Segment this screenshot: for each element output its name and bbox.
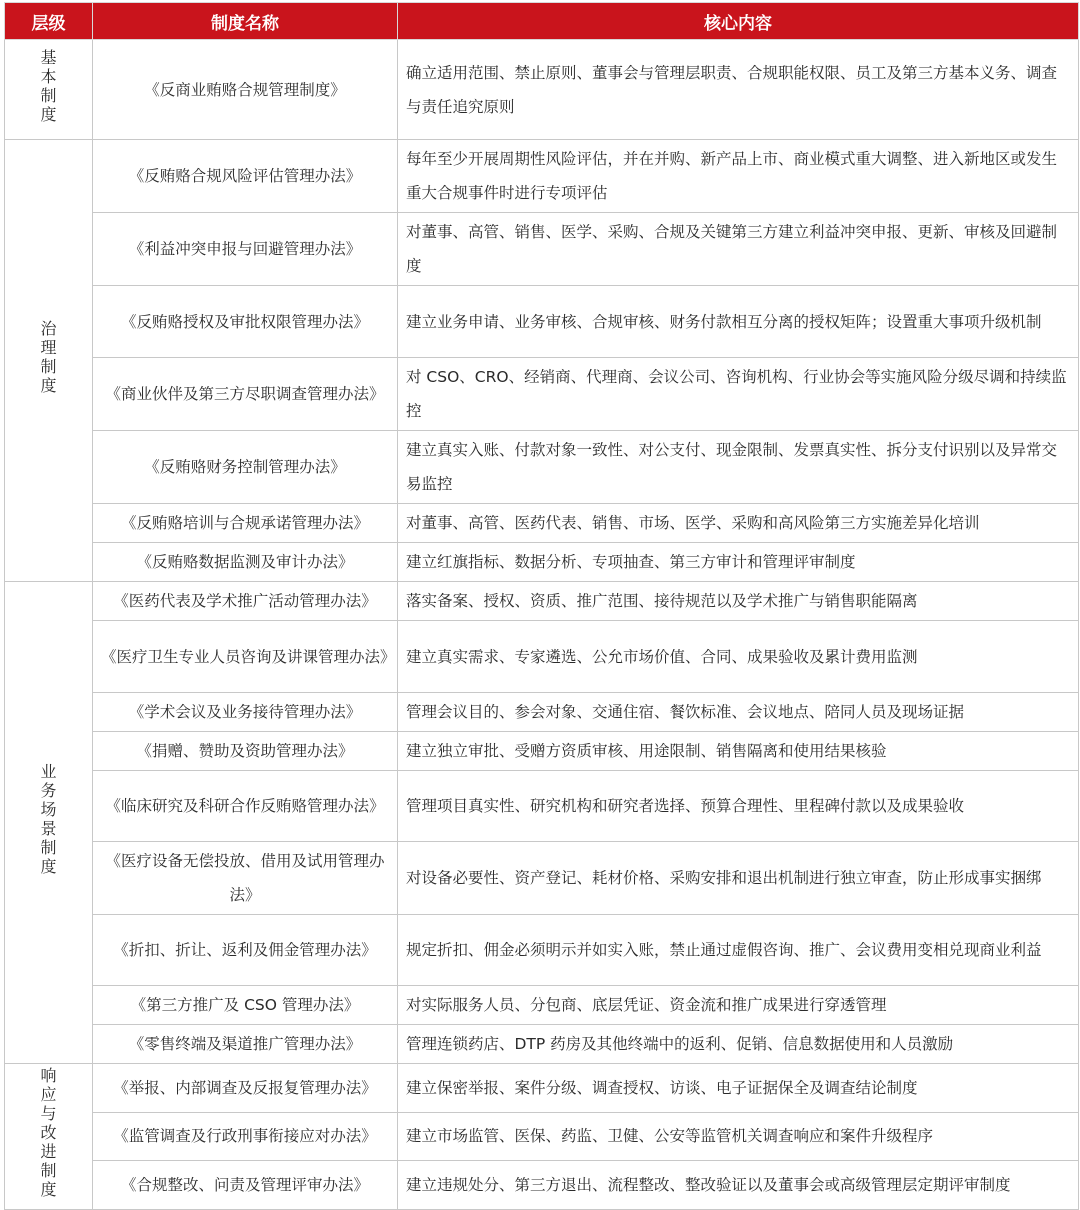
- table-row: [5, 732, 1079, 771]
- level-cell: [5, 582, 93, 1064]
- table-row: [5, 140, 1079, 213]
- policy-core: 建立业务申请、业务审核、合规审核、财务付款相互分离的授权矩阵；设置重大事项升级机制: [398, 286, 1079, 358]
- policy-core: 建立红旗指标、数据分析、专项抽查、第三方审计和管理评审制度: [398, 543, 1079, 582]
- policy-name: 《捐赠、赞助及资助管理办法》: [93, 732, 398, 771]
- policy-name: 《商业伙伴及第三方尽职调查管理办法》: [93, 358, 398, 431]
- policy-core: 对实际服务人员、分包商、底层凭证、资金流和推广成果进行穿透管理: [398, 986, 1079, 1025]
- policy-name: 《反贿赂培训与合规承诺管理办法》: [93, 504, 398, 543]
- table-row: [5, 1161, 1079, 1210]
- table-row: [5, 621, 1079, 693]
- policy-core: 建立违规处分、第三方退出、流程整改、整改验证以及董事会或高级管理层定期评审制度: [398, 1161, 1079, 1210]
- policy-name: 《合规整改、问责及管理评审办法》: [93, 1161, 398, 1210]
- policy-name: 《利益冲突申报与回避管理办法》: [93, 213, 398, 286]
- table-row: [5, 1112, 1079, 1161]
- policy-name: 《学术会议及业务接待管理办法》: [93, 693, 398, 732]
- policy-core: 建立市场监管、医保、药监、卫健、公安等监管机关调查响应和案件升级程序: [398, 1112, 1079, 1161]
- policy-core: 建立独立审批、受赠方资质审核、用途限制、销售隔离和使用结果核验: [398, 732, 1079, 771]
- table-row: [5, 286, 1079, 358]
- policy-name: 《反贿赂财务控制管理办法》: [93, 431, 398, 504]
- table-row: [5, 213, 1079, 286]
- level-label: 业务场景制度: [40, 761, 57, 876]
- policy-name: 《反贿赂授权及审批权限管理办法》: [93, 286, 398, 358]
- table-row: [5, 543, 1079, 582]
- level-label: 基本制度: [40, 47, 57, 124]
- header-row: [5, 3, 1079, 40]
- table-row: [5, 358, 1079, 431]
- policy-name: 《反贿赂合规风险评估管理办法》: [93, 140, 398, 213]
- table-row: [5, 40, 1079, 140]
- level-label: 响应与改进制度: [40, 1066, 57, 1199]
- policy-core: 对董事、高管、销售、医学、采购、合规及关键第三方建立利益冲突申报、更新、审核及回避制度: [398, 213, 1079, 286]
- policy-core: 落实备案、授权、资质、推广范围、接待规范以及学术推广与销售职能隔离: [398, 582, 1079, 621]
- table-row: [5, 1025, 1079, 1064]
- policy-core: 建立真实入账、付款对象一致性、对公支付、现金限制、发票真实性、拆分支付识别以及异常交易监控: [398, 431, 1079, 504]
- table-row: [5, 693, 1079, 732]
- table-row: [5, 582, 1079, 621]
- policy-name: 《零售终端及渠道推广管理办法》: [93, 1025, 398, 1064]
- policy-name: 《医疗设备无偿投放、借用及试用管理办法》: [93, 842, 398, 915]
- policy-core: 确立适用范围、禁止原则、董事会与管理层职责、合规职能权限、员工及第三方基本义务、调查与责任追究原则: [398, 40, 1079, 140]
- header-name: 制度名称: [93, 3, 398, 40]
- policy-core: 对 CSO、CRO、经销商、代理商、会议公司、咨询机构、行业协会等实施风险分级尽调和持续监控: [398, 358, 1079, 431]
- level-cell: [5, 140, 93, 582]
- table-row: [5, 431, 1079, 504]
- policy-name: 《医药代表及学术推广活动管理办法》: [93, 582, 398, 621]
- policy-name: 《举报、内部调查及反报复管理办法》: [93, 1064, 398, 1113]
- policy-name: 《医疗卫生专业人员咨询及讲课管理办法》: [93, 621, 398, 693]
- policy-name: 《监管调查及行政刑事衔接应对办法》: [93, 1112, 398, 1161]
- policy-name: 《反贿赂数据监测及审计办法》: [93, 543, 398, 582]
- table-row: [5, 504, 1079, 543]
- policy-core: 建立保密举报、案件分级、调查授权、访谈、电子证据保全及调查结论制度: [398, 1064, 1079, 1113]
- policy-core: 管理项目真实性、研究机构和研究者选择、预算合理性、里程碑付款以及成果验收: [398, 771, 1079, 842]
- policy-name: 《第三方推广及 CSO 管理办法》: [93, 986, 398, 1025]
- policy-core: 对设备必要性、资产登记、耗材价格、采购安排和退出机制进行独立审查，防止形成事实捆绑: [398, 842, 1079, 915]
- policy-name: 《折扣、折让、返利及佣金管理办法》: [93, 915, 398, 986]
- level-cell: [5, 40, 93, 140]
- table-row: [5, 915, 1079, 986]
- table-row: [5, 1064, 1079, 1113]
- level-label: 治理制度: [40, 318, 57, 395]
- policy-table: [4, 2, 1079, 1210]
- policy-name: 《临床研究及科研合作反贿赂管理办法》: [93, 771, 398, 842]
- table-row: [5, 771, 1079, 842]
- policy-name: 《反商业贿赂合规管理制度》: [93, 40, 398, 140]
- policy-core: 对董事、高管、医药代表、销售、市场、医学、采购和高风险第三方实施差异化培训: [398, 504, 1079, 543]
- level-cell: [5, 1064, 93, 1210]
- policy-core: 每年至少开展周期性风险评估，并在并购、新产品上市、商业模式重大调整、进入新地区或发生重大合规事件时进行专项评估: [398, 140, 1079, 213]
- header-core: 核心内容: [398, 3, 1079, 40]
- table-row: [5, 842, 1079, 915]
- policy-core: 规定折扣、佣金必须明示并如实入账，禁止通过虚假咨询、推广、会议费用变相兑现商业利益: [398, 915, 1079, 986]
- policy-core: 管理连锁药店、DTP 药房及其他终端中的返利、促销、信息数据使用和人员激励: [398, 1025, 1079, 1064]
- table-row: [5, 986, 1079, 1025]
- policy-core: 管理会议目的、参会对象、交通住宿、餐饮标准、会议地点、陪同人员及现场证据: [398, 693, 1079, 732]
- policy-core: 建立真实需求、专家遴选、公允市场价值、合同、成果验收及累计费用监测: [398, 621, 1079, 693]
- header-level: 层级: [5, 3, 93, 40]
